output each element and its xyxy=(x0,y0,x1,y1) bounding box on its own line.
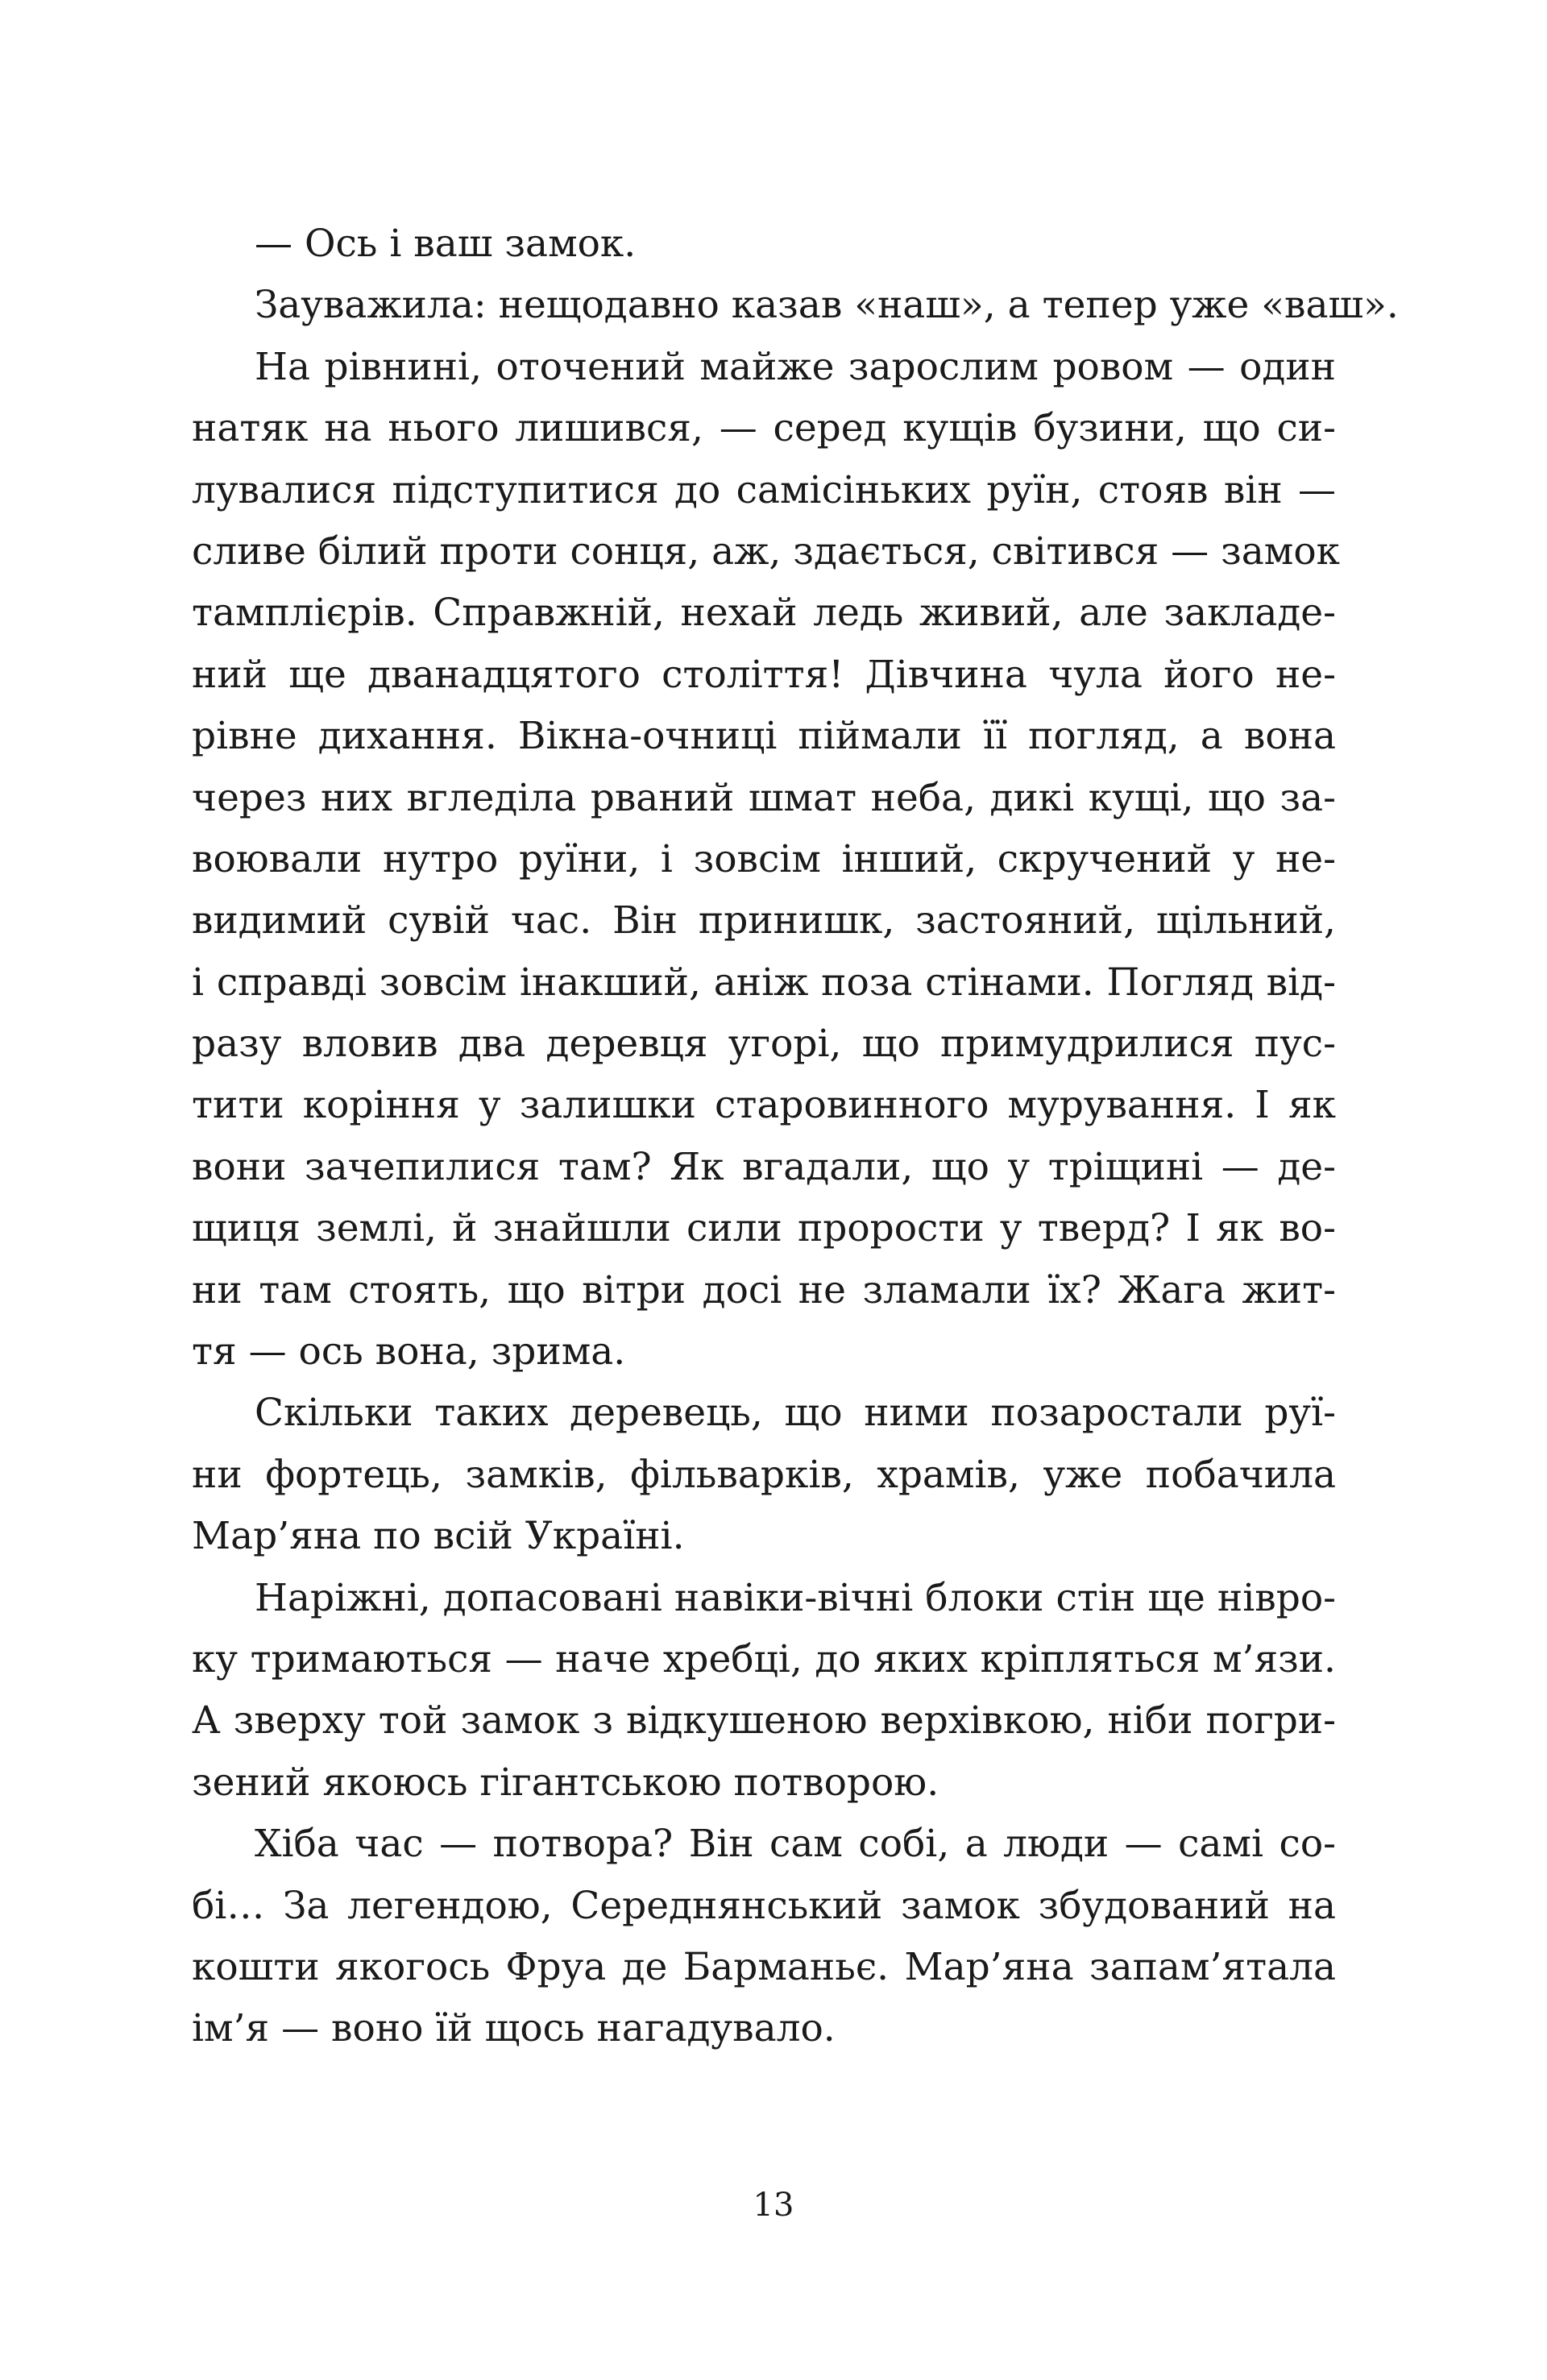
text-line: ку тримаються — наче хребці, до яких кріпляться м’язи. xyxy=(192,1636,1336,1681)
text-line: ни фортець, замків, фільварків, храмів, уже побачила xyxy=(192,1452,1336,1497)
page-number: 13 xyxy=(753,2187,794,2224)
text-line: Зауважила: нещодавно казав «наш», а тепер уже «ваш». xyxy=(255,283,1399,328)
text-line: щиця землі, й знайшли сили прорости у тверд? І як во- xyxy=(192,1206,1336,1251)
text-line: На рівнині, оточений майже зарослим ровом — один xyxy=(255,344,1336,389)
text-line: рівне дихання. Вікна-очниці піймали її погляд, а вона xyxy=(192,714,1336,759)
text-line: ім’я — воно їй щось нагадувало. xyxy=(192,2006,836,2051)
text-line: тя — ось вона, зрима. xyxy=(192,1329,626,1375)
text-line: бі… За легендою, Середнянський замок збудований на xyxy=(192,1883,1336,1928)
text-line: видимий сувій час. Він принишк, застояний, щільний, xyxy=(192,898,1336,943)
text-line: ни там стоять, що вітри досі не зламали їх? Жага жит- xyxy=(192,1267,1336,1312)
text-line: і справді зовсім інакший, аніж поза стінами. Погляд від- xyxy=(192,960,1336,1005)
text-line: ний ще дванадцятого століття! Дівчина чула його не- xyxy=(192,652,1336,697)
text-line: кошти якогось Фруа де Барманьє. Мар’яна запам’ятала xyxy=(192,1944,1336,1989)
text-line: воювали нутро руїни, і зовсім інший, скручений у не- xyxy=(192,836,1336,881)
text-line: Хіба час — потвора? Він сам собі, а люди — самі со- xyxy=(255,1822,1336,1867)
text-line: натяк на нього лишився, — серед кущів бузини, що си- xyxy=(192,406,1336,451)
text-line: сливе білий проти сонця, аж, здається, світився — замок xyxy=(192,529,1341,574)
text-line: Наріжні, допасовані навіки-вічні блоки стін ще нівро- xyxy=(255,1575,1336,1620)
text-line: разу вловив два деревця угорі, що примудрилися пус- xyxy=(192,1022,1336,1067)
text-line: вони зачепилися там? Як вгадали, що у тріщині — де- xyxy=(192,1144,1336,1189)
text-line: А зверху той замок з відкушеною верхівкою, ніби погри- xyxy=(192,1698,1336,1744)
text-line: Скільки таких деревець, що ними позаростали руї- xyxy=(255,1391,1336,1436)
text-line: тамплієрів. Справжній, нехай ледь живий, але закладе- xyxy=(192,591,1336,636)
body-text xyxy=(192,214,1399,2060)
text-line: Мар’яна по всій Україні. xyxy=(192,1514,685,1559)
text-line: зений якоюсь гігантською потворою. xyxy=(192,1760,939,1805)
text-line: тити коріння у залишки старовинного мурування. І як xyxy=(192,1083,1336,1128)
text-line: — Ось і ваш замок. xyxy=(255,222,637,266)
text-line: через них вгледіла рваний шмат неба, дикі кущі, що за- xyxy=(192,775,1336,820)
text-line: лувалися підступитися до самісіньких руїн, стояв він — xyxy=(192,467,1336,512)
